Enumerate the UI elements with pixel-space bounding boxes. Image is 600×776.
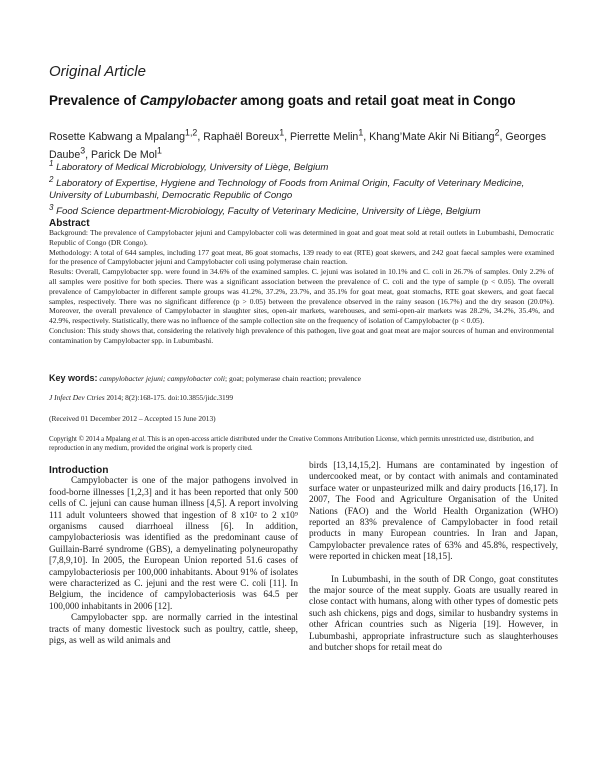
paragraph: Campylobacter is one of the major pathogens involved in food-borne illnesses [1,2,3] and it has been reported that only 500 cells of C. jejuni can cause human illness [4,5]. A report involving 111 adult volunteers showed that ingestion of 8 x10² to 2 x10⁹ organisms caused diarrhoeal illness [6]. In addition, campylobacteriosis was identified as the predominant cause of Guillain-Barré syndrome (GBS), a demyelinating polyneuropathy [7,8,9,10]. In 2005, the European Union reported 51.6 cases of campylobacteriosis per 100,000 inhabitants. About 91% of isolates were characterized as C. jejuni and the rest were C. coli [11]. In Belgium, the incidence of campylobacteriosis was 64.5 per 100,000 inhabitants in 2006 [12].	[49, 476, 298, 612]
author: Pierrette Melin$^1$,	[290, 127, 370, 143]
affiliation: $^2$ Laboratory of Expertise, Hygiene and Technology of Foods from Animal Origin, Faculty of Veterinary Medicine, University of Lubumbashi, Democratic Republic of Congo	[49, 174, 525, 201]
author: Khang’Mate Akir Ni Bitiang$^2$,	[369, 127, 506, 143]
author: Georges Daube$^3$,	[49, 130, 547, 161]
title-text: Prevalence of	[49, 93, 140, 108]
keywords-label: Key words:	[49, 373, 98, 383]
paragraph: birds [13,14,15,2]. Humans are contaminated by ingestion of undercooked meat, or by contact with animals and contaminated surface water or unpasteurized milk and dairy products [16,17]. In 2007, The Food and Agriculture Organisation of the United Nations (FAO) and the World Health Organization (WHO) reported an 83% prevalence of Campylobacter in food retail products in many European countries. In Iran and Japan, Campylobacter prevalence rates of 63% and 45.8%, respectively, were reported in chicken meat [18,15].	[309, 461, 558, 563]
title-italic: Campylobacter	[139, 93, 237, 108]
body-column-right	[309, 461, 558, 655]
author: Rosette Kabwang a Mpalang$^{1,2}$,	[49, 127, 204, 143]
abstract-heading: Abstract	[49, 218, 90, 229]
keywords-italic: campylobacter jejuni; campylobacter coli	[97, 374, 225, 383]
paragraph: In Lubumbashi, in the south of DR Congo, goat constitutes the major source of the meat supply. Goats are usually reared in close contact with humans, along with other types of domestic pets such ash chickens, pigs and dogs, similar to husbandry systems in other African countries such as Nigeria [19]. However, in Lubumbashi, appropriate infrastructure such as slaughterhouses and butcher shops for retail meat do	[309, 574, 558, 654]
section-heading-introduction: Introduction	[49, 465, 109, 476]
affiliation: $^3$ Food Science department-Microbiology, Faculty of Veterinary Medicine, University of Liège, Belgium	[49, 202, 481, 217]
abstract-results: Results: Overall, Campylobacter spp. were found in 34.6% of the examined samples. C. jejuni was isolated in 10.1% and C. coli in 26.7% of samples. Only 2.2% of all samples were positive for both species. There was a significant association between the prevalence of C. coli and the type of sample (p < 0.05). The overall prevalence of Campylobacter in different sample groups was 41.2%, 37.2%, 23.7%, and 35.1% for goat meat, goat stomachs, RTE goat skewers, and goat faecal samples, respectively. There was no significant difference (p > 0.05) between the prevalence observed in the rainy season (16.7%) and the dry season (20.0%). Moreover, the overall prevalence of Campylobacter in slaughter sites, open-air markets, warehouses, and semi-open-air markets was 28.2%, 34.2%, 35.4%, and 42.9%, respectively. Statistically, there was no influence of the sample collection site on the frequency of isolation of Campylobacter (p < 0.05).	[49, 267, 554, 326]
author: Raphaël Boreux$^1$,	[203, 127, 291, 143]
paragraph: Campylobacter spp. are normally carried in the intestinal tracts of many domestic livestock such as poultry, cattle, sheep, pigs, as well as wild animals and	[49, 613, 298, 647]
article-type: Original Article	[49, 63, 146, 80]
citation-details: 2014; 8(2):168-175. doi:10.3855/jidc.3199	[104, 393, 234, 402]
abstract-body	[49, 228, 554, 346]
abstract-conclusion: Conclusion: This study shows that, considering the relatively high prevalence of this pathogen, live goat and goat meat are major sources of human and environmental contamination by Campylobacter spp. in Lubumbashi.	[49, 325, 554, 345]
title-text-end: among goats and retail goat meat in Congo	[236, 93, 516, 108]
keywords-rest: ; goat; polymerase chain reaction; prevalence	[224, 374, 361, 383]
author: Parick De Mol$^1$	[91, 145, 162, 161]
article-title	[49, 93, 516, 108]
keywords	[49, 373, 554, 383]
received-dates: (Received 01 December 2012 – Accepted 15 June 2013)	[49, 414, 216, 423]
journal-name: J Infect Dev Ctries	[49, 393, 105, 402]
abstract-background: Background: The prevalence of Campylobacter jejuni and Campylobacter coli was determined in goat and goat meat sold at retail outlets in Lubumbashi, Democratic Republic of Congo (DR Congo).	[49, 228, 554, 247]
copyright-notice: Copyright © 2014 a Mpalang et al. This is an open-access article distributed under the Creative Commons Attribution License, which permits unrestricted use, distribution, and reproduction in any medium, provided the original work is properly cited.	[49, 436, 534, 453]
author-list	[49, 126, 559, 162]
affiliations	[49, 158, 569, 218]
abstract-methodology: Methodology: A total of 644 samples, including 177 goat meat, 86 goat stomachs, 139 ready to eat (RTE) goat skewers, and 242 goat faecal samples were examined for the presence of Campylobacter jejuni and Campylobacter coli using polymerase chain reaction.	[49, 247, 554, 267]
body-column-left	[49, 465, 298, 648]
affiliation: $^1$ Laboratory of Medical Microbiology, University of Liège, Belgium	[49, 159, 329, 174]
journal-citation	[49, 393, 233, 402]
